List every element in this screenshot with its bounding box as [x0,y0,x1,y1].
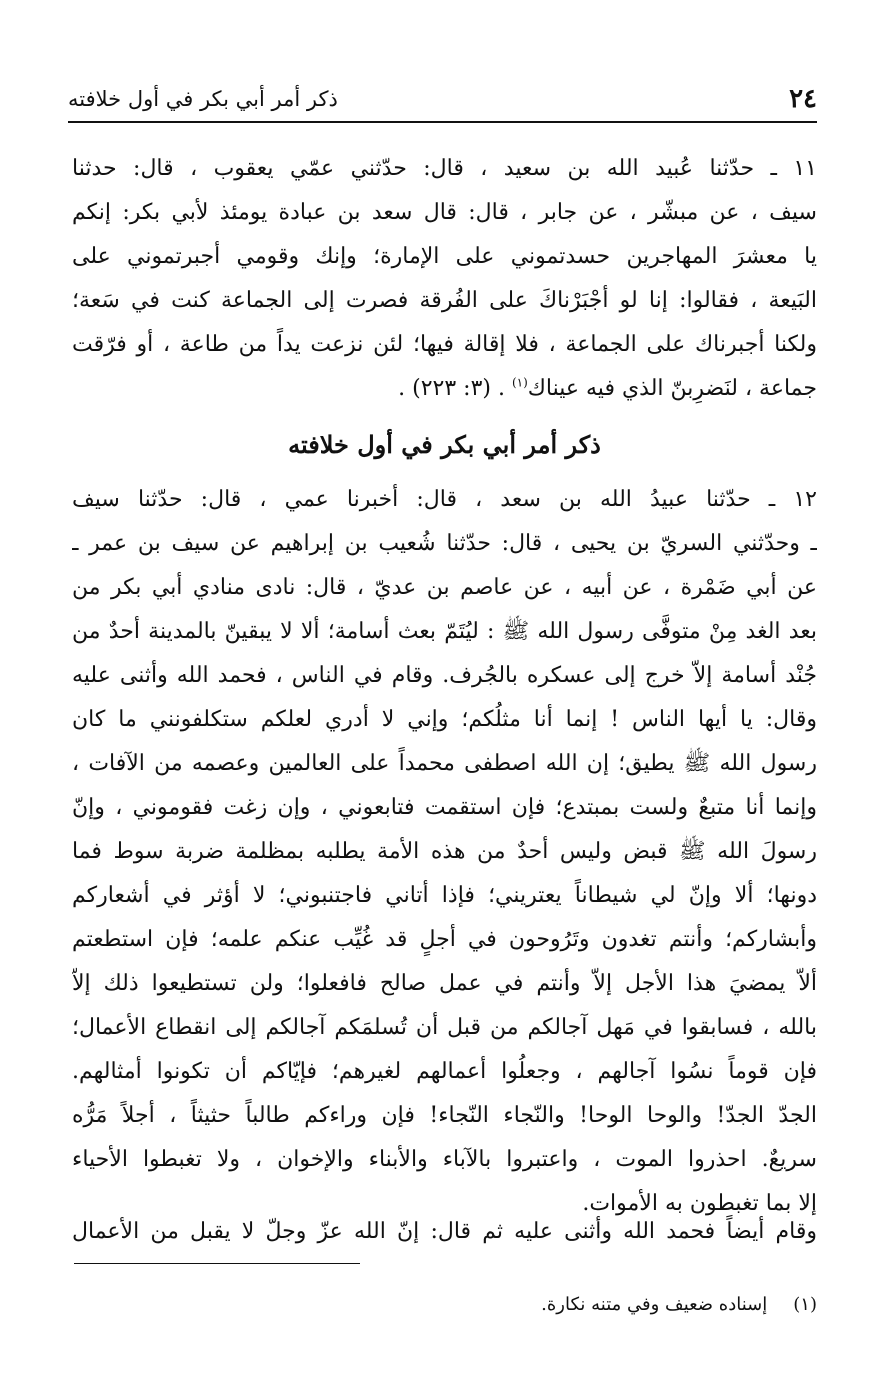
footnote-divider [74,1263,360,1264]
text-line: سيف ، عن مبشّر ، عن جابر ، قال: قال سعد بن عبادة يومئذ لأبي بكر: إنكم [72,200,817,225]
text-segment: . (٣: ٢٢٣) . [398,376,512,401]
section-title: ذكر أمر أبي بكر في أول خلافته [288,430,601,459]
text-line: ١١ ـ حدّثنا عُبيد الله بن سعيد ، قال: حدّثني عمّي يعقوب ، قال: حدثنا [72,156,817,181]
paragraph-continuation [72,1210,817,1254]
text-line: فإن قوماً نسُوا آجالهم ، وجعلُوا أعمالهم لغيرهم؛ فإيّاكم أن تكونوا أمثالهم. [72,1059,817,1084]
text-line: وقال: يا أيها الناس ! إنما أنا مثلُكم؛ وإني لا أدري لعلكم ستكلفونني ما كان [72,707,817,732]
text-line: جُنْد أسامة إلاّ خرج إلى عسكره بالجُرف. وقام في الناس ، فحمد الله وأثنى عليه [72,663,817,688]
running-title: ذكر أمر أبي بكر في أول خلافته [68,87,338,111]
text-line: وقام أيضاً فحمد الله وأثنى عليه ثم قال: إنّ الله عزّ وجلّ لا يقبل من الأعمال [72,1219,817,1244]
text-line: وإنما أنا متبعٌ ولست بمبتدع؛ فإن استقمت فتابعوني ، وإن زغت فقوموني ، وإنّ [72,795,817,820]
paragraph-12 [72,478,817,1226]
footnote-number: (١) [793,1294,817,1315]
header-divider [68,121,817,123]
footnote-text: إسناده ضعيف وفي متنه نكارة. [541,1294,768,1315]
text-line: بعد الغد مِنْ متوفَّى رسول الله ﷺ : ليُتَمّ بعث أسامة؛ ألا لا يبقينّ بالمدينة أحدٌ من [72,619,817,644]
footnote-reference[interactable]: (١) [511,375,528,390]
text-line: ألاّ يمضيَ هذا الأجل إلاّ وأنتم في عمل صالح فافعلوا؛ ولن تستطيعوا ذلك إلاّ [72,971,817,996]
text-line: بالله ، فسابقوا في مَهل آجالكم من قبل أن تُسلمَكم آجالكم إلى انقطاع الأعمال؛ [72,1015,817,1040]
paragraph-11 [72,147,817,411]
text-line: ـ وحدّثني السريّ بن يحيى ، قال: حدّثنا شُعيب بن إبراهيم عن سيف بن عمر ـ [72,531,817,556]
text-line: الجدّ الجدّ! والوحا الوحا! والنّجاء النّجاء! فإن وراءكم طالباً حثيثاً ، أجلاً مَرُّه [72,1103,817,1128]
text-line: سريعٌ. احذروا الموت ، واعتبروا بالآباء والأبناء والإخوان ، ولا تغبطوا الأحياء [72,1147,817,1172]
text-segment: جماعة ، لنَضرِبنّ الذي فيه عيناك [527,376,817,401]
text-line: ولكنا أجبرناك على الجماعة ، فلا إقالة فيها؛ لئن نزعت يداً من طاعة ، أو فرّقت [72,332,817,357]
text-line: ١٢ ـ حدّثنا عبيدُ الله بن سعد ، قال: أخبرنا عمي ، قال: حدّثنا سيف [72,487,817,512]
text-line [72,367,817,411]
text-line: وأبشاركم؛ وأنتم تغدون وتَرُوحون في أجلٍ قد غُيِّب عنكم علمه؛ فإن استطعتم [72,927,817,952]
text-line: رسولَ الله ﷺ قبض وليس أحدٌ من هذه الأمة يطلبه بمظلمة ضربة سوط فما [72,839,817,864]
page-number: ٢٤ [789,84,817,114]
page-header [68,82,817,116]
text-line: عن أبي ضَمْرة ، عن أبيه ، عن عاصم بن عديّ ، قال: نادى منادي أبي بكر من [72,575,817,600]
text-line: يا معشرَ المهاجرين حسدتموني على الإمارة؛ وإنك وقومي أجبرتموني على [72,244,817,269]
text-line: إلا بما تغبطون به الأموات. [582,1191,817,1216]
footnote [72,1290,817,1320]
text-line: البَيعة ، فقالوا: إنا لو أجْبَرْناكَ على الفُرقة فصرت إلى الجماعة كنت في سَعة؛ [72,288,817,313]
text-line: دونها؛ ألا وإنّ لي شيطاناً يعتريني؛ فإذا أتاني فاجتنبوني؛ لا أؤثر في أشعاركم [72,883,817,908]
text-line: رسول الله ﷺ يطيق؛ إن الله اصطفى محمداً على العالمين وعصمه من الآفات ، [72,751,817,776]
